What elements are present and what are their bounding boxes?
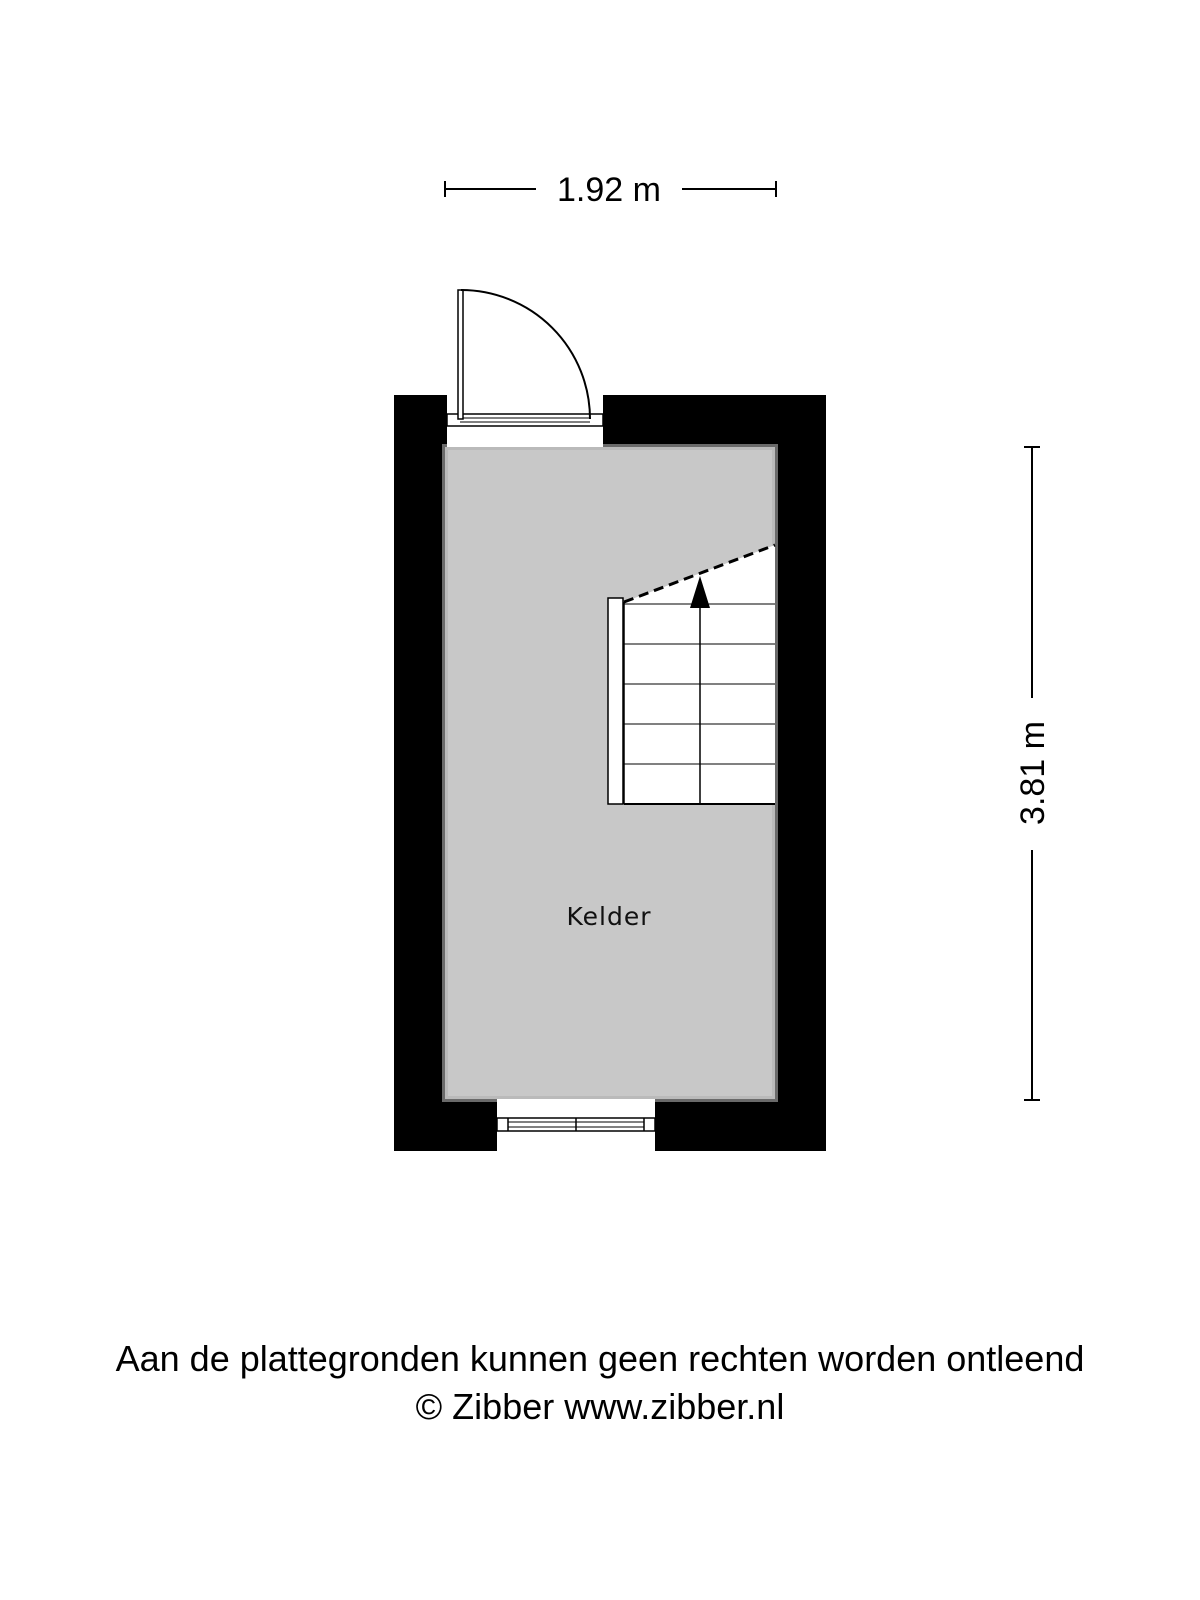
room-label: Kelder (566, 902, 652, 931)
disclaimer-text: Aan de plattegronden kunnen geen rechten worden ontleend (115, 1338, 1085, 1379)
height-label: 3.81 m (1014, 721, 1052, 825)
copyright-text: © Zibber www.zibber.nl (415, 1386, 785, 1427)
window (497, 1099, 655, 1151)
width-label: 1.92 m (557, 171, 661, 209)
height-dimension (1014, 447, 1052, 1100)
door (447, 290, 603, 447)
width-dimension (445, 171, 776, 209)
